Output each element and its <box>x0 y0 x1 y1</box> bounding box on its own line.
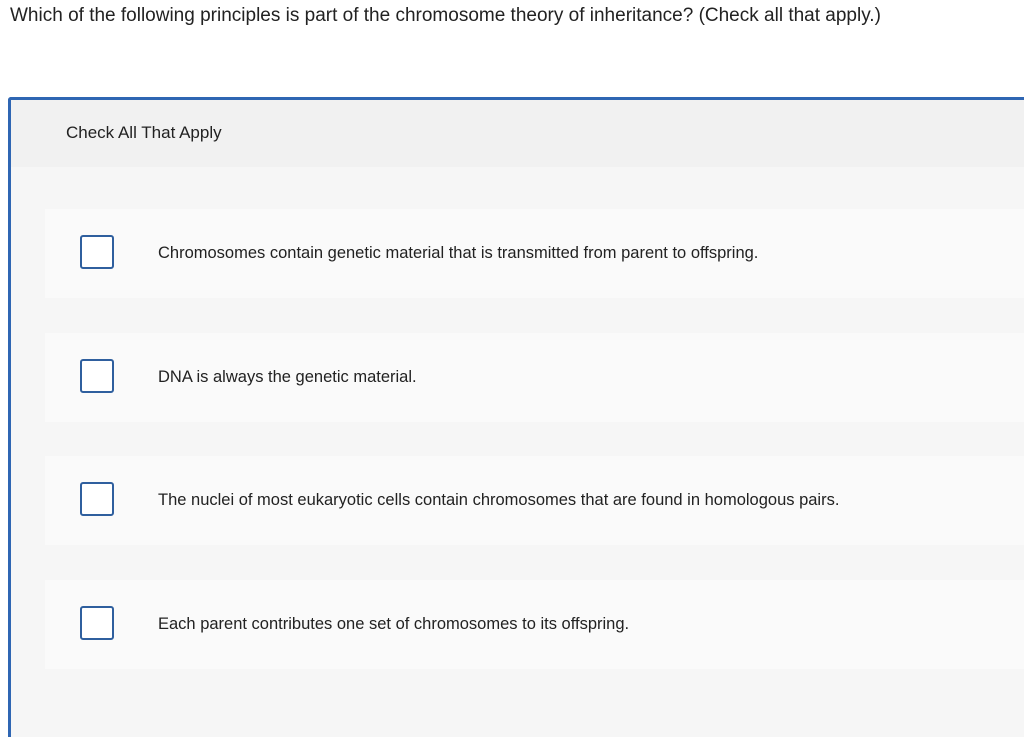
panel-header <box>11 100 1024 167</box>
answer-option-2[interactable] <box>45 333 1024 422</box>
check-all-that-apply-label: Check All That Apply <box>66 123 222 142</box>
option-4-label: Each parent contributes one set of chromosomes to its offspring. <box>158 615 630 633</box>
checkbox-option-1[interactable] <box>80 235 114 269</box>
question-text: Which of the following principles is part of the chromosome theory of inheritance? (Check all that apply.) <box>10 5 881 26</box>
answer-panel <box>8 97 1024 737</box>
checkbox-option-2[interactable] <box>80 359 114 393</box>
option-2-label: DNA is always the genetic material. <box>158 368 417 386</box>
answer-option-1[interactable] <box>45 209 1024 298</box>
answer-option-4[interactable] <box>45 580 1024 669</box>
option-3-label: The nuclei of most eukaryotic cells contain chromosomes that are found in homologous pairs. <box>158 491 840 509</box>
answer-option-3[interactable] <box>45 456 1024 545</box>
option-1-label: Chromosomes contain genetic material that is transmitted from parent to offspring. <box>158 244 759 262</box>
checkbox-option-4[interactable] <box>80 606 114 640</box>
checkbox-option-3[interactable] <box>80 482 114 516</box>
